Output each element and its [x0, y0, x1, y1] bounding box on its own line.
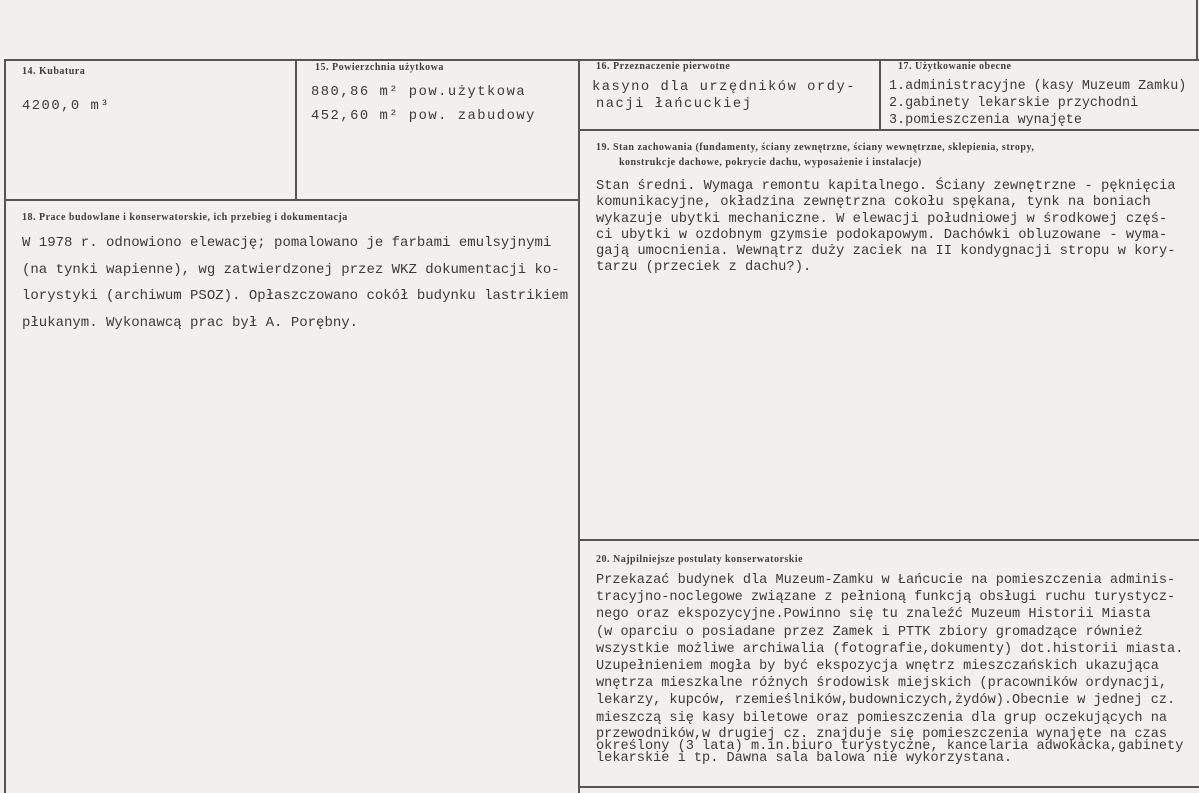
field-17-label: 17. Użytkowanie obecne: [898, 61, 1012, 72]
field-20-line: Przekazać budynek dla Muzeum-Zamku w Łańcucie na pomieszczenia adminis-: [596, 573, 1176, 588]
field-20-line: lekarskie i tp. Dawna sala balowa nie wykorzystana.: [596, 751, 1013, 766]
field-18-line: W 1978 r. odnowiono elewację; pomalowano je farbami emulsyjnymi: [22, 235, 552, 251]
field-20-line: przewodników,w drugiej cz. znajduje się pomieszczenia wynajęte na czas: [596, 727, 1168, 742]
field-19-line: ci ubytki w ozdobnym gzymsie podokapowym. Dachówki obluzowane - wyma-: [596, 228, 1168, 243]
field-20-line: lekarzy, kupców, rzemieślników,budowniczych,żydów).Obecnie w jednej cz.: [596, 693, 1176, 708]
field-14-value: 4200,0 m³: [22, 99, 111, 114]
field-20-line: wnętrza mieszkalne różnych środowisk miejskich (pracowników ordynacji,: [596, 676, 1168, 691]
divider-14-15: [295, 59, 297, 200]
field-19-line: wykazuje ubytki mechaniczne. W elewacji południowej w środkowej częś-: [596, 212, 1168, 227]
border-bottom-right: [579, 786, 1199, 788]
field-20-line: tracyjno-noclegowe związane z pełnioną funkcją obsługi ruchu turystycz-: [596, 590, 1176, 605]
field-16-label: 16. Przeznaczenie pierwotne: [596, 61, 731, 72]
field-20-line: (w oparciu o posiadane przez Zamek i PTTK zbiory gromadzące również: [596, 625, 1143, 640]
border-right-top: [1196, 0, 1198, 60]
field-17-line: 3.pomieszczenia wynajęte: [889, 113, 1082, 128]
field-18-line: lorystyki (archiwum PSOZ). Opłaszczowano cokół budynku lastrikiem: [22, 288, 569, 304]
field-14-label: 14. Kubatura: [22, 66, 86, 77]
field-19-line: gają umocnienia. Wewnątrz duży zaciek na II kondygnacji stropu w kory-: [596, 244, 1176, 259]
divider-16-17: [879, 59, 881, 130]
field-20-line: mieszczą się kasy biletowe oraz pomieszczenia dla grup oczekujących na: [596, 711, 1168, 726]
field-18-line: płukanym. Wykonawcą prac był A. Porębny.: [22, 315, 359, 331]
field-19-line: komunikacyjne, okładzina zewnętrzna cokołu spękana, tynk na boniach: [596, 195, 1151, 210]
border-left: [4, 59, 6, 793]
field-20-line: określony (3 lata) m.in.biuro turystyczne, kancelaria adwokacka,gabinety: [596, 739, 1184, 754]
field-15-label: 15. Powierzchnia użytkowa: [315, 62, 444, 73]
field-17-line: 2.gabinety lekarskie przychodni: [889, 96, 1139, 111]
field-18-line: (na tynki wapienne), wg zatwierdzonej przez WKZ dokumentacji ko-: [22, 262, 560, 278]
field-19-line: tarzu (przeciek z dachu?).: [596, 260, 812, 275]
border-row1-right-bottom: [579, 129, 1199, 131]
border-field20-top: [579, 539, 1199, 541]
field-19-label: konstrukcje dachowe, pokrycie dachu, wyposażenie i instalacje): [619, 157, 922, 168]
field-16-line: kasyno dla urzędników ordy-: [592, 80, 857, 95]
field-20-label: 20. Najpilniejsze postulaty konserwatorskie: [596, 554, 804, 565]
field-20-line: nego oraz ekspozycyjne.Powinno się tu znaleźć Muzeum Historii Miasta: [596, 607, 1151, 622]
divider-center: [578, 59, 580, 793]
field-20-line: Uzupełnieniem mogła by być ekspozycja wnętrz mieszczańskich ukazująca: [596, 659, 1159, 674]
border-row1-left-bottom: [5, 199, 580, 201]
field-15-line: 452,60 m² pow. zabudowy: [311, 109, 536, 124]
field-17-line: 1.administracyjne (kasy Muzeum Zamku): [889, 79, 1187, 94]
field-16-line: nacji łańcuckiej: [596, 97, 753, 112]
field-20-line: wszystkie możliwe archiwalia (fotografie,dokumenty) dot.historii miasta.: [596, 642, 1184, 657]
field-19-label: 19. Stan zachowania (fundamenty, ściany zewnętrzne, ściany wewnętrzne, sklepienia, stropy,: [596, 142, 1035, 153]
field-18-label: 18. Prace budowlane i konserwatorskie, ich przebieg i dokumentacja: [22, 212, 348, 223]
field-19-line: Stan średni. Wymaga remontu kapitalnego. Ściany zewnętrzne - pęknięcia: [596, 179, 1176, 194]
field-15-line: 880,86 m² pow.użytkowa: [311, 85, 527, 100]
